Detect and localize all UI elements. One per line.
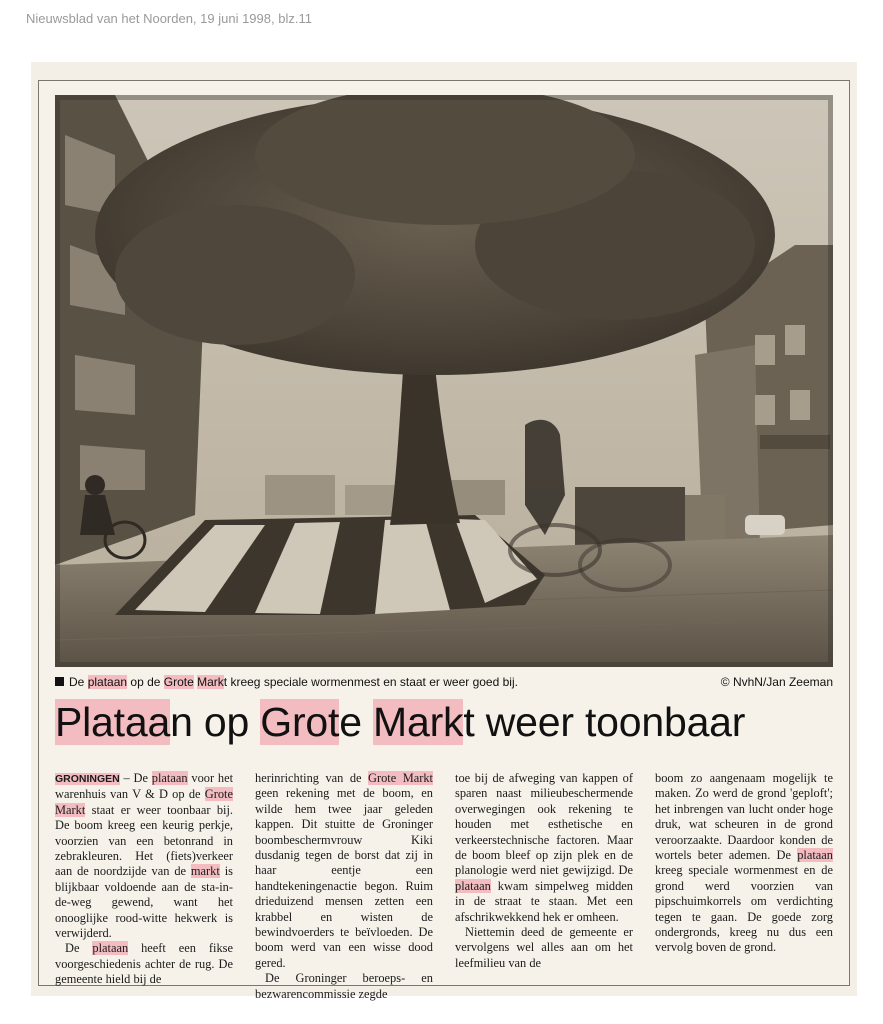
body-text: toe bij de afweging van kappen of sparen naast milieubeschermende overwegingen ook rekening te houden met esthetische en verkeerstechnische factoren. Maar de boom bleef op zijn plek en de planologie werd niet gewijzigd. De xyxy=(455,771,633,878)
highlight-term: Grote Markt xyxy=(368,771,433,785)
paragraph xyxy=(455,925,633,971)
plane-tree-photo xyxy=(55,95,833,667)
highlight-term: Plataa xyxy=(55,699,171,745)
highlight-term: markt xyxy=(190,864,220,879)
body-text: kreeg speciale wormenmest en de grond werd voorzien van pipschuimkorrels om verdichting tegen te gaan. De goede zorg ondergronds, kreeg nu dus een vervolg boven de grond. xyxy=(655,863,833,955)
body-text: – De xyxy=(119,771,152,785)
body-text: kwam simpelweg midden in de straat te staan. Met een afschrikwekkend hek er omheen. xyxy=(455,878,633,924)
photo-caption xyxy=(55,675,833,693)
column-4 xyxy=(655,771,833,956)
paragraph xyxy=(455,771,633,925)
highlight-term: Grot xyxy=(260,699,340,745)
source-line: Nieuwsblad van het Noorden, 19 juni 1998, blz.11 xyxy=(26,11,312,26)
column-3 xyxy=(455,771,633,971)
body-text: voor het warenhuis van V & D op de xyxy=(55,771,234,802)
highlight-term: plataan xyxy=(797,848,833,863)
body-text: is blijkbaar voldoende aan de sta-in-de-weg gewend, want het onooglijke rood-witte hekwerk is verwijderd. xyxy=(55,864,233,941)
body-text: De xyxy=(65,941,93,956)
highlight-term: Grote xyxy=(163,675,194,689)
highlight-term: Mark xyxy=(197,675,224,689)
photo-credit: © NvhN/Jan Zeeman xyxy=(720,675,833,689)
highlight-term: plataan xyxy=(87,675,128,689)
article-headline xyxy=(55,699,833,757)
column-2 xyxy=(255,771,433,1002)
article-photo xyxy=(55,95,833,667)
paragraph xyxy=(55,941,233,987)
body-text: herinrichting van de xyxy=(255,771,369,785)
body-text: staat er weer toonbaar bij. De boom kreeg een keurig perkje, voorzien van een betonrand in zebrakleuren. Het (fiets)verkeer aan de noordzijde van de xyxy=(55,802,233,879)
highlight-term: Mark xyxy=(373,699,464,745)
newspaper-clipping xyxy=(31,62,857,1001)
body-text: boom zo aangenaam mogelijk te maken. Zo werd de grond 'geploft'; het inbrengen van lucht onder hoge druk, wat scheuren in de grond veroorzaakte. Daardoor konden de wortels beter ademen. De xyxy=(655,771,833,863)
paragraph xyxy=(55,771,233,941)
body-text: geen rekening met de boom, en wilde hem twee jaar geleden kappen. Dit stuitte de Groninger boombeschermvrouw Kiki dusdanig tegen de borst dat zij in haar eentje een handtekeningenactie begon. Ruim drieduizend mensen zetten een krabbel en wisten de bewindvoerders te beïvloeden. De boom werd van een wisse dood gered. xyxy=(255,786,433,970)
headline-text: t weer toonbaar xyxy=(463,699,746,745)
article-body xyxy=(55,771,833,1001)
highlight-term: Grote Markt xyxy=(55,787,233,817)
caption-bullet-icon xyxy=(55,677,64,686)
caption-text: t kreeg speciale wormenmest en staat er weer goed bij. xyxy=(223,675,518,689)
caption-text: op de xyxy=(127,675,164,689)
highlight-term: plataan xyxy=(92,941,129,956)
dateline: GRONINGEN xyxy=(55,773,120,785)
clipping-frame xyxy=(38,80,850,1001)
caption-text: De xyxy=(69,675,88,689)
paragraph xyxy=(255,971,433,1002)
paragraph xyxy=(655,771,833,956)
body-text: Niettemin deed de gemeente er vervolgens wel alles aan om het leefmilieu van de xyxy=(455,925,633,970)
body-text: heeft een fikse voorgeschiedenis achter de rug. De gemeente hield bij de xyxy=(55,941,234,987)
highlight-term: plataan xyxy=(151,771,188,785)
column-1 xyxy=(55,771,233,988)
body-text: De Groninger beroeps- en bezwarencommissie zegde xyxy=(255,971,433,1001)
headline-text: n op xyxy=(170,699,261,745)
headline-text: e xyxy=(339,699,374,745)
paragraph xyxy=(255,771,433,971)
highlight-term: plataan xyxy=(455,878,491,893)
